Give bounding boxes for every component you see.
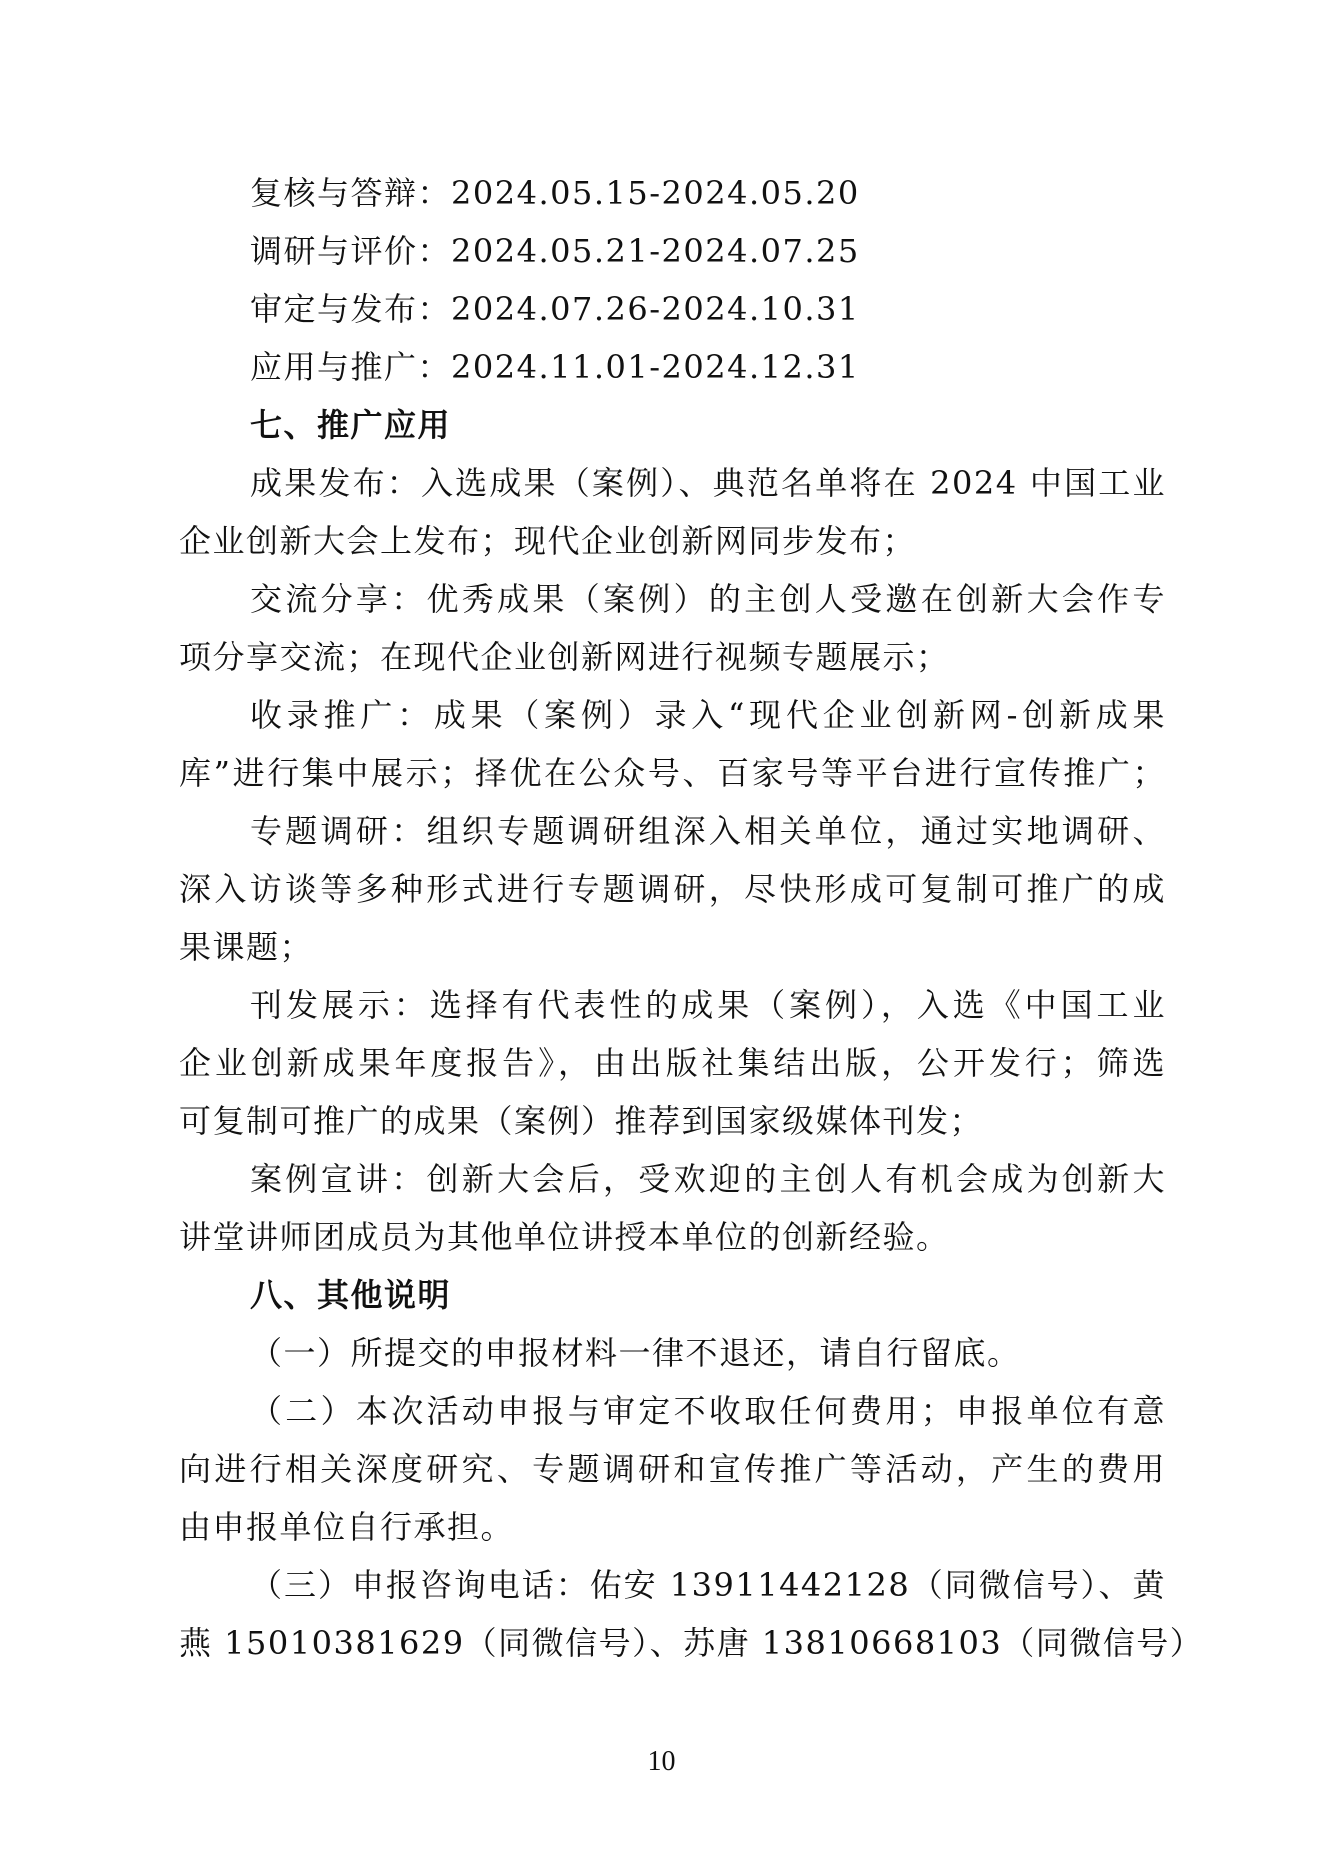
paragraph-line: （三）申报咨询电话：佑安 13911442128（同微信号）、黄	[250, 1566, 1166, 1604]
paragraph-line: 果课题；	[179, 928, 314, 966]
page-number: 10	[647, 1746, 676, 1777]
paragraph-line: 企业创新成果年度报告》，由出版社集结出版，公开发行；筛选	[179, 1044, 1166, 1082]
section-heading: 七、推广应用	[250, 406, 452, 444]
paragraph-line: 库”进行集中展示；择优在公众号、百家号等平台进行宣传推广；	[179, 754, 1166, 792]
paragraph-line: 交流分享：优秀成果（案例）的主创人受邀在创新大会作专	[250, 580, 1166, 618]
schedule-line: 审定与发布：2024.07.26-2024.10.31	[250, 290, 860, 328]
paragraph-line: 燕 15010381629（同微信号）、苏唐 13810668103（同微信号）	[179, 1624, 1204, 1662]
paragraph-line: 向进行相关深度研究、专题调研和宣传推广等活动，产生的费用	[179, 1450, 1166, 1488]
schedule-line: 应用与推广：2024.11.01-2024.12.31	[250, 348, 860, 386]
paragraph-line: （一）所提交的申报材料一律不退还，请自行留底。	[250, 1334, 1021, 1372]
paragraph-line: 深入访谈等多种形式进行专题调研，尽快形成可复制可推广的成	[179, 870, 1166, 908]
section-heading: 八、其他说明	[250, 1276, 452, 1314]
paragraph-line: 案例宣讲：创新大会后，受欢迎的主创人有机会成为创新大	[250, 1160, 1166, 1198]
paragraph-line: 收录推广：成果（案例）录入“现代企业创新网-创新成果	[250, 696, 1166, 734]
paragraph-line: 由申报单位自行承担。	[179, 1508, 515, 1546]
paragraph-line: 项分享交流；在现代企业创新网进行视频专题展示；	[179, 638, 950, 676]
schedule-line: 调研与评价：2024.05.21-2024.07.25	[250, 232, 860, 270]
paragraph-line: 可复制可推广的成果（案例）推荐到国家级媒体刊发；	[179, 1102, 984, 1140]
paragraph-line: 成果发布：入选成果（案例）、典范名单将在 2024 中国工业	[250, 464, 1166, 502]
paragraph-line: 企业创新大会上发布；现代企业创新网同步发布；	[179, 522, 917, 560]
paragraph-line: （二）本次活动申报与审定不收取任何费用；申报单位有意	[250, 1392, 1166, 1430]
paragraph-line: 讲堂讲师团成员为其他单位讲授本单位的创新经验。	[179, 1218, 950, 1256]
paragraph-line: 专题调研：组织专题调研组深入相关单位，通过实地调研、	[250, 812, 1166, 850]
paragraph-line: 刊发展示：选择有代表性的成果（案例），入选《中国工业	[250, 986, 1166, 1024]
schedule-line: 复核与答辩：2024.05.15-2024.05.20	[250, 174, 860, 212]
